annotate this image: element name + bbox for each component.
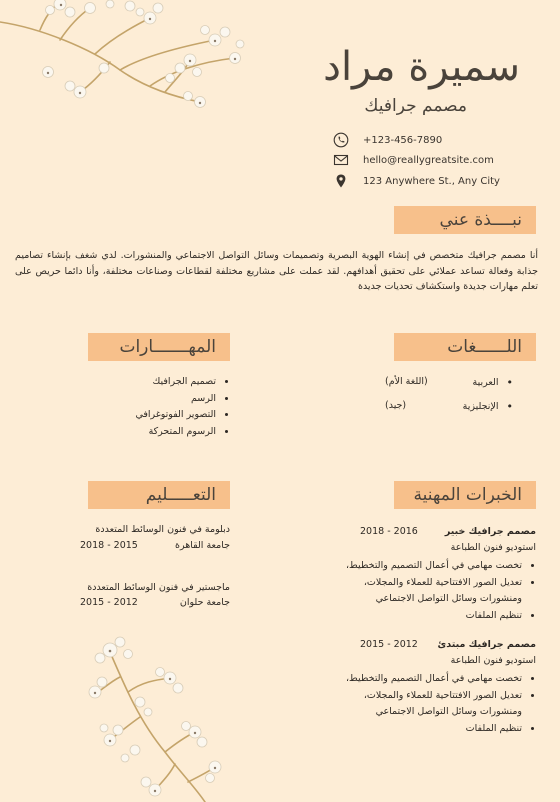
experience-heading: الخبرات المهنية xyxy=(394,481,536,509)
skill-item: • الرسوم المتحركة xyxy=(100,424,216,441)
job-task: • تنظيم الملفات xyxy=(330,721,522,738)
education-years: 2015 - 2018 xyxy=(80,540,138,551)
skill-item: • التصوير الفوتوغرافي xyxy=(100,407,216,424)
language-level: (جيد) xyxy=(385,400,407,411)
language-item xyxy=(385,376,513,389)
education-degree: دبلومة في فنون الوسائط المتعددة xyxy=(95,524,230,535)
language-name: • العربية xyxy=(473,376,513,389)
education-school: جامعة القاهرة xyxy=(174,540,230,551)
skills-list xyxy=(100,374,230,440)
job-years: 2012 - 2015 xyxy=(360,639,418,650)
education-years: 2012 - 2015 xyxy=(80,597,138,608)
contact-address-text: 123 Anywhere St., Any City xyxy=(363,175,500,187)
contact-email-row xyxy=(333,151,494,169)
contact-phone-text: +123-456-7890 xyxy=(363,134,443,146)
job-task: • تخصت مهامي في أعمال التصميم والتخطيط، xyxy=(330,671,522,688)
education-degree: ماجستير في فنون الوسائط المتعددة xyxy=(87,582,230,593)
language-item xyxy=(385,400,513,413)
about-paragraph: أنا مصمم جرافيك متخصص في إنشاء الهوية البصرية وتصميمات وسائل التواصل الاجتماعي والمنشورات. لدي شغف بإنشاء تصاميم جذابة وفعالة تساعد عملائي على تحقيق أهدافهم. لقد عملت على مشاريع مختلفة لقطاعات وصناعات مختلفة، وأنا دائما حريص على تعلم مهارات جديدة واستكشاف تحديات جديدة xyxy=(15,250,538,292)
languages-heading: اللــــــغات xyxy=(394,333,536,361)
job-task: • تعديل الصور الافتتاحية للعملاء والمجلات، xyxy=(330,688,522,705)
about-heading: نبــــذة عني xyxy=(394,206,536,234)
job-company: استوديو فنون الطباعة xyxy=(450,542,536,553)
skill-item: • الرسم xyxy=(100,391,216,408)
education-heading: التعـــــليم xyxy=(88,481,230,509)
job-role: مصمم جرافيك خبير xyxy=(444,526,536,537)
education-meta xyxy=(80,597,230,608)
job-task: • تعديل الصور الافتتاحية للعملاء والمجلات، xyxy=(330,575,522,592)
job-role: مصمم جرافيك مبتدئ xyxy=(437,639,536,650)
job-task: • تنظيم الملفات xyxy=(330,608,522,625)
job-tasks-list xyxy=(330,671,536,737)
floral-branch-top-decoration xyxy=(0,0,250,110)
contact-address-row xyxy=(333,172,500,190)
job-task: ومنشورات وسائل التواصل الاجتماعي xyxy=(375,593,522,604)
job-years: 2016 - 2018 xyxy=(360,526,418,537)
job-tasks-list xyxy=(330,558,536,624)
education-meta xyxy=(80,540,230,551)
education-school: جامعة حلوان xyxy=(179,597,230,608)
job-header xyxy=(360,639,536,650)
language-name: • الإنجليزية xyxy=(463,400,513,413)
phone-icon xyxy=(333,132,349,148)
contact-phone-row xyxy=(333,131,442,149)
location-pin-icon xyxy=(333,173,349,189)
job-header xyxy=(360,526,536,537)
skill-item: • تصميم الجرافيك xyxy=(100,374,216,391)
contact-email-text: hello@reallygreatsite.com xyxy=(363,154,494,166)
job-company: استوديو فنون الطباعة xyxy=(450,655,536,666)
mail-icon xyxy=(333,152,349,168)
skills-heading: المهـــــــارات xyxy=(88,333,230,361)
floral-branch-bottom-decoration xyxy=(80,632,230,802)
person-name: سميرة مراد xyxy=(323,44,520,90)
job-task: ومنشورات وسائل التواصل الاجتماعي xyxy=(375,706,522,717)
language-level: (اللغة الأم) xyxy=(385,376,428,387)
job-title: مصمم جرافيك xyxy=(364,96,467,116)
job-task: • تخصت مهامي في أعمال التصميم والتخطيط، xyxy=(330,558,522,575)
